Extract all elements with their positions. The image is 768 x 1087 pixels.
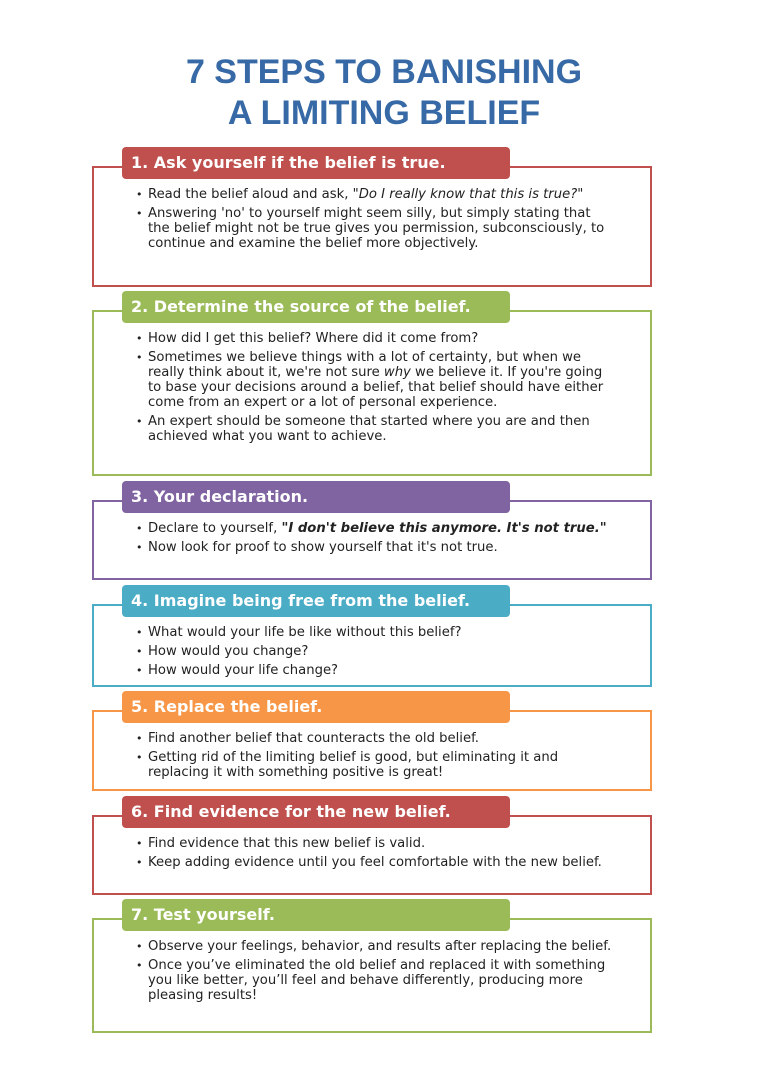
bullet-item: • Observe your feelings, behavior, and results after replacing the belief. [136, 939, 612, 954]
step-4 [92, 585, 652, 687]
step-2 [92, 291, 652, 476]
step-1-heading: 1. Ask yourself if the belief is true. [122, 147, 510, 179]
bullet-item: • How would your life change? [136, 663, 612, 678]
bullet-item: • What would your life be like without this belief? [136, 625, 612, 640]
step-2-heading: 2. Determine the source of the belief. [122, 291, 510, 323]
step-6-bullets [136, 836, 612, 874]
bullet-item: • Find another belief that counteracts the old belief. [136, 731, 612, 746]
bullet-item: • Getting rid of the limiting belief is good, but eliminating it and replacing it with something positive is great! [136, 750, 612, 780]
step-6-heading: 6. Find evidence for the new belief. [122, 796, 510, 828]
bullet-item: • Find evidence that this new belief is valid. [136, 836, 612, 851]
bullet-item: • Now look for proof to show yourself that it's not true. [136, 540, 612, 555]
step-7 [92, 899, 652, 1033]
step-3 [92, 481, 652, 580]
step-4-bullets [136, 625, 612, 682]
bullet-item: • Sometimes we believe things with a lot of certainty, but when we really think about it, we're not sure why we believe it. If you're going to base your decisions around a belief, that belief should have either come from an expert or a lot of personal experience. [136, 350, 612, 410]
page-title [0, 52, 768, 134]
title-line-2: A LIMITING BELIEF [227, 94, 541, 132]
bullet-item: • Keep adding evidence until you feel comfortable with the new belief. [136, 855, 612, 870]
step-5-bullets [136, 731, 612, 784]
bullet-item: • Answering 'no' to yourself might seem silly, but simply stating that the belief might not be true gives you permission, subconsciously, to continue and examine the belief more objectively. [136, 206, 612, 251]
bullet-item: • Read the belief aloud and ask, "Do I really know that this is true?" [136, 187, 612, 202]
step-3-bullets [136, 521, 612, 559]
bullet-item: • How did I get this belief? Where did it come from? [136, 331, 612, 346]
bullet-item: • Once you’ve eliminated the old belief and replaced it with something you like better, you’ll feel and behave differently, producing more pleasing results! [136, 958, 612, 1003]
bullet-item: • How would you change? [136, 644, 612, 659]
bullet-item: • An expert should be someone that started where you are and then achieved what you want to achieve. [136, 414, 612, 444]
step-7-bullets [136, 939, 612, 1007]
step-5-heading: 5. Replace the belief. [122, 691, 510, 723]
step-6 [92, 796, 652, 895]
step-3-heading: 3. Your declaration. [122, 481, 510, 513]
step-7-heading: 7. Test yourself. [122, 899, 510, 931]
step-2-bullets [136, 331, 612, 448]
step-5 [92, 691, 652, 791]
bullet-item: • Declare to yourself, "I don't believe this anymore. It's not true." [136, 521, 612, 536]
step-1 [92, 147, 652, 287]
title-line-1: 7 STEPS TO BANISHING [185, 53, 583, 91]
step-1-bullets [136, 187, 612, 255]
step-4-heading: 4. Imagine being free from the belief. [122, 585, 510, 617]
